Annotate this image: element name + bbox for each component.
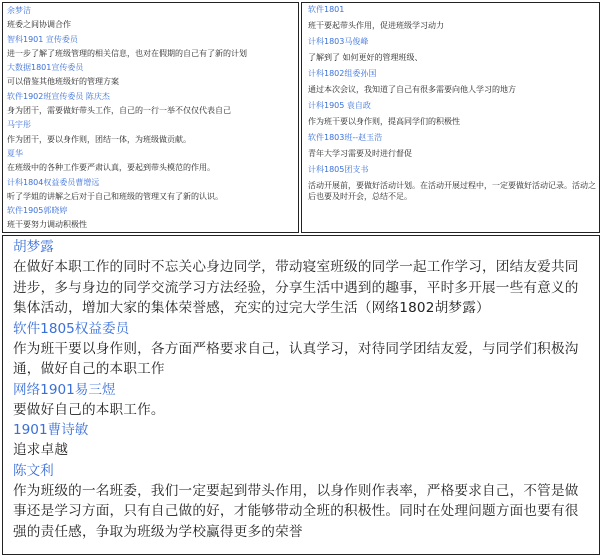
comment-entry <box>7 176 294 205</box>
commenter-name[interactable]: 计科1802组委孙国 <box>308 69 377 78</box>
comment-panel-bottom <box>2 235 600 555</box>
comment-text: 在做好本职工作的同时不忘关心身边同学，带动寝室班级的同学一起工作学习，团结友爱共同进步，多与身边的同学交流学习方法经验，分享生活中遇到的趣事，平时多开展一些有意义的集体活动，增加大家的集体荣誉感，充实的过完大学生活（网络1802胡梦露） <box>13 259 579 316</box>
commenter-name[interactable]: 网络1901易三煜 <box>13 381 116 398</box>
comment-text: 进一步了解了班级管理的相关信息，也对在假期的自己有了新的计划 <box>7 48 247 58</box>
commenter-name[interactable]: 软件1805权益委员 <box>13 320 130 337</box>
comment-entry <box>13 420 589 461</box>
comment-text: 要做好自己的本职工作。 <box>13 401 165 418</box>
commenter-name[interactable]: 软件1905郭晓婷 <box>7 206 68 216</box>
comment-text: 身为团干，需要做好带头工作，自己的一行一举不仅仅代表自己 <box>7 106 231 116</box>
comment-entry <box>7 118 294 147</box>
commenter-name[interactable]: 软件1801 <box>308 5 345 14</box>
commenter-name[interactable]: 陈文利 <box>13 462 54 479</box>
comment-entry <box>308 4 593 31</box>
commenter-name[interactable]: 软件1803班--赵玉浩 <box>308 133 383 142</box>
commenter-name[interactable]: 计科1803马俊峰 <box>308 37 369 46</box>
comment-text: 作为班干要以身作则，各方面严格要求自己，认真学习，对待同学团结友爱，与同学们积极沟通，做好自己的本职工作 <box>13 340 579 377</box>
comment-text: 作为班干要以身作则，提高同学们的积极性 <box>308 117 460 126</box>
comment-entry <box>308 132 593 159</box>
comment-entry <box>308 36 593 63</box>
comment-panel-right <box>301 2 600 233</box>
comment-text: 班干要起带头作用，促进班级学习动力 <box>308 21 444 30</box>
comment-text: 通过本次会议，我知道了自己有很多需要向他人学习的地方 <box>308 85 516 94</box>
comment-text: 青年大学习需要及时进行督促 <box>308 149 412 158</box>
comment-entry <box>7 147 294 176</box>
comment-entry <box>308 100 593 127</box>
commenter-name[interactable]: 软件1902班宣传委员 陈庆杰 <box>7 91 110 101</box>
comment-entry <box>13 319 589 380</box>
comment-text: 追求卓越 <box>13 442 69 458</box>
commenter-name[interactable]: 计科1805团支书 <box>308 165 369 174</box>
commenter-name[interactable]: 胡梦露 <box>13 239 54 255</box>
commenter-name[interactable]: 智科1901 宣传委员 <box>7 34 78 44</box>
commenter-name[interactable]: 计科1804权益委员曹增远 <box>7 177 100 187</box>
comment-entry <box>7 204 294 233</box>
comment-entry <box>308 68 593 95</box>
comment-text: 作为团干，要以身作则，团结一体，为班级做贡献。 <box>7 134 191 144</box>
comment-text: 在班级中的各种工作要严肃认真，要起到带头模范的作用。 <box>7 163 215 173</box>
commenter-name[interactable]: 夏华 <box>7 148 23 158</box>
comment-entry <box>308 164 596 202</box>
comment-panel-left <box>2 2 299 233</box>
comment-entry <box>13 380 589 421</box>
commenter-name[interactable]: 1901曹诗敏 <box>13 422 89 438</box>
comment-entry <box>7 33 294 62</box>
comment-text: 可以借鉴其他班级好的管理方案 <box>7 77 119 87</box>
commenter-name[interactable]: 计科1905 袁自政 <box>308 101 371 110</box>
comment-entry <box>7 90 294 119</box>
comment-text: 了解到了 如何更好的管理班级、 <box>308 53 423 62</box>
comment-text: 作为班级的一名班委，我们一定要起到带头作用，以身作则作表率，严格要求自己，不管是做事还是学习方面，只有自己做的好，才能够带动全班的积极性。同时在处理问题方面也要有很强的责任感，争取为班级为学校赢得更多的荣誉 <box>13 482 579 540</box>
comment-entry <box>13 237 589 319</box>
commenter-name[interactable]: 大数据1801宣传委员 <box>7 63 84 73</box>
comment-entry <box>7 61 294 90</box>
commenter-name[interactable]: 马宇彤 <box>7 120 31 130</box>
comment-text: 听了学姐的讲解之后对于自己和班级的管理又有了新的认识。 <box>7 191 223 201</box>
comment-text: 班委之间协调合作 <box>7 20 71 30</box>
comment-entry <box>13 461 589 543</box>
comment-text: 班干要努力调动积极性 <box>7 220 87 230</box>
comment-text: 活动开展前，要做好活动计划。在活动开展过程中，一定要做好活动记录。活动之后也要及时开会，总结不足。 <box>308 181 596 201</box>
commenter-name[interactable]: 余梦洁 <box>7 6 31 15</box>
comment-entry <box>7 4 294 33</box>
